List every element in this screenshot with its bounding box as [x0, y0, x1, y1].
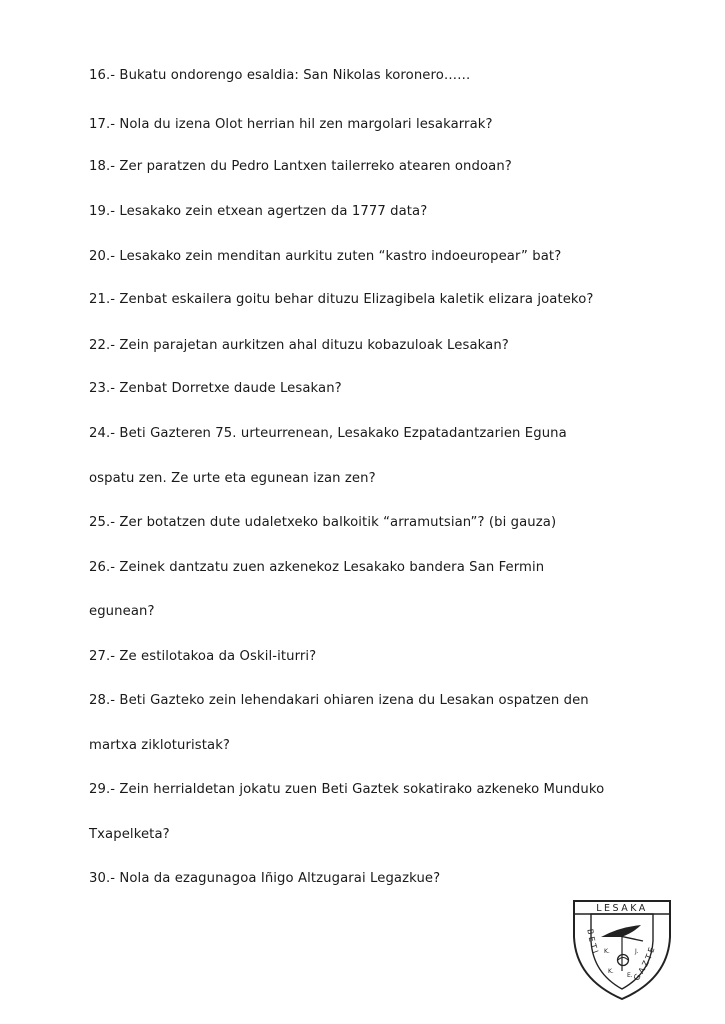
club-crest-logo	[571, 897, 673, 1001]
question-line: 17.- Nola du izena Olot herrian hil zen margolari lesakarrak?	[89, 117, 493, 132]
crest-top-text: LESAKA	[596, 903, 648, 914]
question-line: 27.- Ze estilotakoa da Oskil-iturri?	[89, 649, 317, 664]
crest-letter: K.	[608, 968, 614, 975]
question-line: 23.- Zenbat Dorretxe daude Lesakan?	[89, 381, 342, 396]
question-line: martxa zikloturistak?	[89, 738, 231, 753]
question-line: 22.- Zein parajetan aurkitzen ahal dituzu kobazuloak Lesakan?	[89, 338, 509, 353]
question-line: egunean?	[89, 604, 155, 619]
crest-left-text: BETI	[585, 928, 601, 957]
crest-letter: E.	[627, 972, 633, 979]
crest-letter: J.	[635, 948, 639, 955]
crest-letter: K.	[604, 948, 610, 955]
question-line: 16.- Bukatu ondorengo esaldia: San Nikolas koronero……	[89, 68, 471, 83]
question-line: 21.- Zenbat eskailera goitu behar dituzu Elizagibela kaletik elizara joateko?	[89, 292, 594, 307]
question-line: 18.- Zer paratzen du Pedro Lantxen tailerreko atearen ondoan?	[89, 159, 512, 174]
question-line: Txapelketa?	[89, 827, 170, 842]
question-line: 19.- Lesakako zein etxean agertzen da 1777 data?	[89, 204, 428, 219]
question-line: 20.- Lesakako zein menditan aurkitu zuten “kastro indoeuropear” bat?	[89, 249, 562, 264]
question-line: 29.- Zein herrialdetan jokatu zuen Beti Gaztek sokatirako azkeneko Munduko	[89, 782, 605, 797]
question-line: 25.- Zer botatzen dute udaletxeko balkoitik “arramutsian”? (bi gauza)	[89, 515, 557, 530]
question-line: 24.- Beti Gazteren 75. urteurrenean, Lesakako Ezpatadantzarien Eguna	[89, 426, 567, 441]
crest-shield-icon	[571, 897, 673, 1001]
question-line: ospatu zen. Ze urte eta egunean izan zen?	[89, 471, 376, 486]
question-line: 30.- Nola da ezagunagoa Iñigo Altzugarai Legazkue?	[89, 871, 441, 886]
question-line: 28.- Beti Gazteko zein lehendakari ohiaren izena du Lesakan ospatzen den	[89, 693, 589, 708]
question-line: 26.- Zeinek dantzatu zuen azkenekoz Lesakako bandera San Fermin	[89, 560, 545, 575]
crest-right-text: GAZTE	[631, 943, 658, 983]
